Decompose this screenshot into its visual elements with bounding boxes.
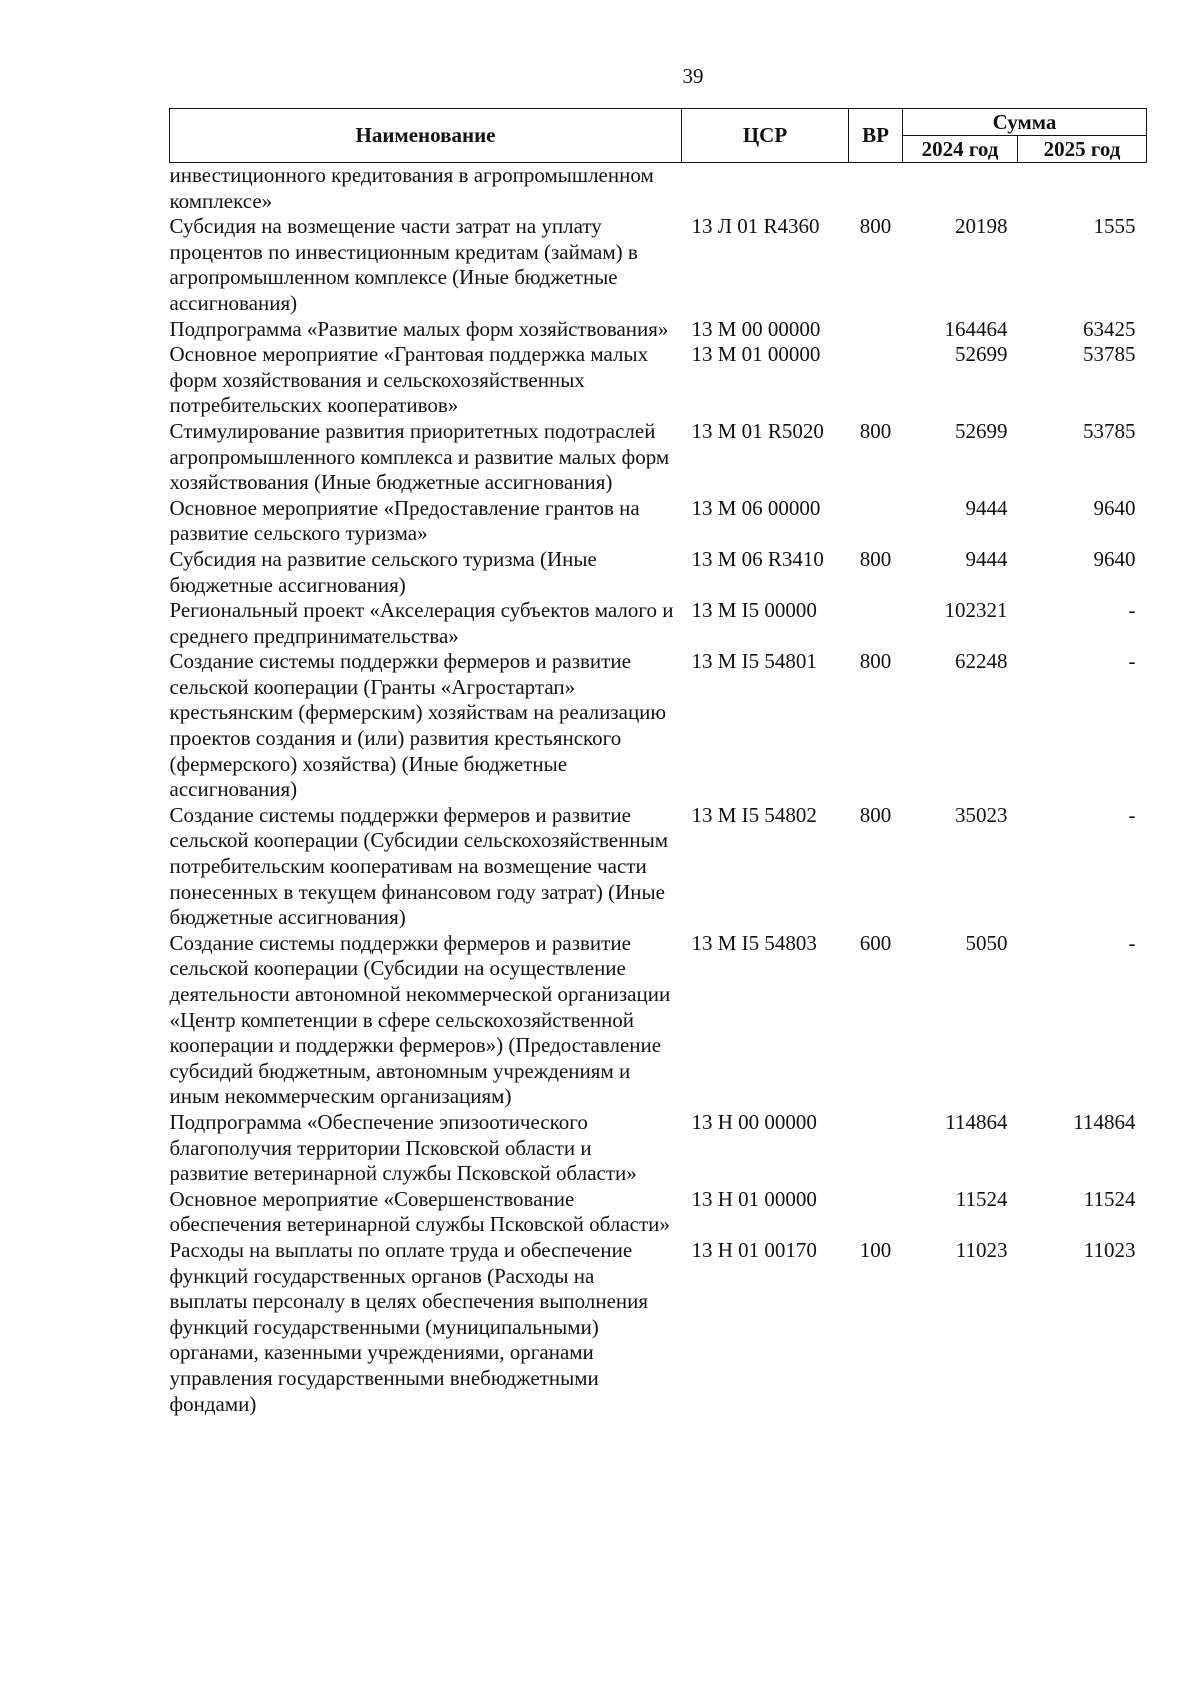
cell-vr: 800 (859, 649, 892, 674)
table-body (170, 163, 1147, 1418)
header-sum: Сумма (903, 109, 1147, 136)
table-header (170, 109, 1147, 163)
cell-csr: 13 Н 01 00170 (691, 1237, 817, 1262)
cell-2024: 9444 (965, 495, 1008, 520)
cell-name: Основное мероприятие «Предоставление грантов на развитие сельского туризма» (169, 495, 640, 546)
cell-2025: - (1128, 598, 1136, 623)
cell-vr (849, 598, 903, 649)
cell-2025: 1555 (1093, 214, 1136, 239)
table-row (170, 931, 1147, 1110)
cell-2025: - (1128, 649, 1136, 674)
cell-2025: 53785 (1083, 418, 1136, 443)
cell-vr: 800 (859, 214, 892, 239)
cell-2024 (903, 163, 1018, 215)
cell-name: Субсидия на возмещение части затрат на уплату процентов по инвестиционным кредитам (займам) в агропромышленном комплексе (Иные бюджетные ассигнования) (169, 214, 638, 315)
cell-name: Подпрограмма «Развитие малых форм хозяйствования» (169, 316, 669, 341)
cell-name: Основное мероприятие «Грантовая поддержка малых форм хозяйствования и сельскохозяйственных потребительских кооперативов» (169, 342, 649, 418)
cell-csr: 13 М 06 R3410 (691, 546, 824, 571)
cell-csr: 13 М I5 00000 (691, 598, 817, 623)
cell-2024: 164464 (944, 316, 1008, 341)
cell-name: Стимулирование развития приоритетных подотраслей агропромышленного комплекса и развитие малых форм хозяйствования (Иные бюджетные ассигнования) (169, 418, 670, 495)
cell-2024: 11023 (955, 1237, 1008, 1262)
cell-2025: 53785 (1083, 342, 1136, 367)
header-name: Наименование (170, 109, 682, 163)
header-vr: ВР (849, 109, 903, 163)
cell-vr: 800 (859, 546, 892, 571)
table-row (170, 419, 1147, 496)
cell-name: Создание системы поддержки фермеров и развитие сельской кооперации (Субсидии сельскохозяйственным потребительским кооперативам на возмещение части понесенных в текущем финансовом году затрат) (Иные бюджетные ассигнования) (169, 802, 669, 930)
cell-vr (849, 163, 903, 215)
table-row (170, 342, 1147, 419)
cell-2024: 52699 (955, 418, 1008, 443)
cell-2024: 35023 (955, 802, 1008, 827)
cell-2025: 63425 (1083, 316, 1136, 341)
cell-csr (682, 163, 849, 215)
cell-vr (849, 496, 903, 547)
cell-vr (849, 342, 903, 419)
cell-2025: 9640 (1093, 546, 1136, 571)
table-row (170, 1187, 1147, 1238)
cell-2025 (1018, 163, 1147, 215)
cell-csr: 13 Л 01 R4360 (691, 214, 820, 239)
cell-2024: 102321 (944, 598, 1008, 623)
table-row (170, 649, 1147, 803)
cell-2024: 20198 (955, 214, 1008, 239)
table-row (170, 547, 1147, 598)
header-csr: ЦСР (682, 109, 849, 163)
cell-2024: 114864 (945, 1109, 1008, 1134)
cell-csr: 13 М 01 R5020 (691, 418, 824, 443)
cell-csr: 13 М 06 00000 (691, 495, 821, 520)
cell-2025: 11524 (1083, 1186, 1136, 1211)
table-row (170, 1110, 1147, 1187)
cell-2025: - (1128, 802, 1136, 827)
cell-2025: 9640 (1093, 495, 1136, 520)
cell-vr (849, 1187, 903, 1238)
cell-name: Подпрограмма «Обеспечение эпизоотического благополучия территории Псковской области и развитие ветеринарной службы Псковской области» (169, 1109, 637, 1186)
cell-name: Создание системы поддержки фермеров и развитие сельской кооперации (Гранты «Агростартап» крестьянским (фермерским) хозяйствам на реализацию проектов создания и (или) развития крестьянского (фермерского) хозяйства) (Иные бюджетные ассигнования) (169, 649, 667, 802)
cell-vr (849, 1110, 903, 1187)
cell-2025: 11023 (1083, 1237, 1136, 1262)
cell-csr: 13 Н 00 00000 (691, 1109, 817, 1134)
table-row (170, 598, 1147, 649)
cell-name: Субсидия на развитие сельского туризма (Иные бюджетные ассигнования) (169, 546, 597, 597)
header-year-2024: 2024 год (903, 136, 1018, 163)
cell-name: Расходы на выплаты по оплате труда и обеспечение функций государственных органов (Расходы на выплаты персоналу в целях обеспечения выполнения функций государственными (муниципальными) органами, казенными учреждениями, органами управления государственными внебюджетными фондами) (169, 1237, 649, 1416)
cell-csr: 13 М I5 54803 (691, 930, 817, 955)
header-year-2025: 2025 год (1018, 136, 1147, 163)
page-number: 39 (682, 64, 704, 88)
cell-vr: 100 (859, 1237, 892, 1262)
cell-name: Создание системы поддержки фермеров и развитие сельской кооперации (Субсидии на осуществление деятельности автономной некоммерческой организации «Центр компетенции в сфере сельскохозяйственной кооперации и поддержки фермеров») (Предоставление субсидий бюджетным, автономным учреждениям и иным некоммерческим организациям) (169, 930, 671, 1109)
budget-table (169, 108, 1147, 1417)
cell-vr: 800 (859, 802, 892, 827)
cell-2025: - (1128, 930, 1136, 955)
cell-name: инвестиционного кредитования в агропромышленном комплексе» (169, 163, 654, 213)
table-row (170, 496, 1147, 547)
table-row (170, 803, 1147, 931)
cell-csr: 13 М I5 54801 (691, 649, 817, 674)
cell-2025: 114864 (1073, 1109, 1136, 1134)
cell-2024: 62248 (955, 649, 1008, 674)
cell-csr: 13 М I5 54802 (691, 802, 817, 827)
cell-csr: 13 М 00 00000 (691, 316, 821, 341)
cell-csr: 13 Н 01 00000 (691, 1186, 817, 1211)
table-row (170, 163, 1147, 215)
cell-name: Основное мероприятие «Совершенствование обеспечения ветеринарной службы Псковской области» (169, 1186, 670, 1237)
cell-2024: 52699 (955, 342, 1008, 367)
cell-2024: 5050 (965, 930, 1008, 955)
cell-vr: 600 (859, 930, 892, 955)
cell-name: Региональный проект «Акселерация субъектов малого и среднего предпринимательства» (169, 598, 674, 648)
table-row (170, 1238, 1147, 1417)
table-row (170, 214, 1147, 316)
table-row (170, 317, 1147, 343)
cell-csr: 13 М 01 00000 (691, 342, 821, 367)
cell-2024: 11524 (955, 1186, 1008, 1211)
cell-vr: 800 (859, 418, 892, 443)
cell-2024: 9444 (965, 546, 1008, 571)
cell-vr (849, 317, 903, 343)
